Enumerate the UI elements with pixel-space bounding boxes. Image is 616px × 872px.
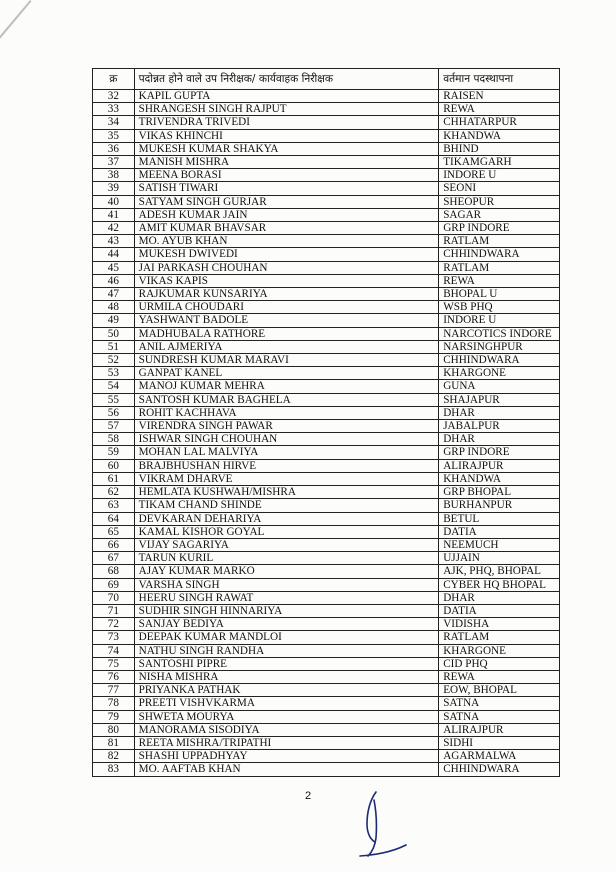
page-fold-mark bbox=[0, 0, 32, 74]
officer-name-cell: SUDHIR SINGH HINNARIYA bbox=[134, 604, 439, 617]
serial-number-cell: 33 bbox=[93, 103, 135, 116]
table-row bbox=[93, 433, 560, 446]
officer-name-cell: MUKESH DWIVEDI bbox=[134, 248, 439, 261]
officer-name-cell: SUNDRESH KUMAR MARAVI bbox=[134, 354, 439, 367]
serial-number-cell: 53 bbox=[93, 367, 135, 380]
header-serial-number: क्र bbox=[93, 69, 135, 90]
current-posting-cell: SHAJAPUR bbox=[439, 393, 560, 406]
current-posting-cell: RATLAM bbox=[439, 631, 560, 644]
table-row bbox=[93, 156, 560, 169]
officer-name-cell: PRIYANKA PATHAK bbox=[134, 684, 439, 697]
current-posting-cell: SATNA bbox=[439, 697, 560, 710]
serial-number-cell: 76 bbox=[93, 670, 135, 683]
officer-name-cell: GANPAT KANEL bbox=[134, 367, 439, 380]
current-posting-cell: RATLAM bbox=[439, 261, 560, 274]
serial-number-cell: 62 bbox=[93, 486, 135, 499]
current-posting-cell: CHHINDWARA bbox=[439, 763, 560, 776]
current-posting-cell: DATIA bbox=[439, 525, 560, 538]
officer-name-cell: SANTOSHI PIPRE bbox=[134, 657, 439, 670]
table-row bbox=[93, 670, 560, 683]
current-posting-cell: BHOPAL U bbox=[439, 288, 560, 301]
officer-name-cell: HEERU SINGH RAWAT bbox=[134, 591, 439, 604]
current-posting-cell: SHEOPUR bbox=[439, 195, 560, 208]
officer-name-cell: ANIL AJMERIYA bbox=[134, 340, 439, 353]
serial-number-cell: 54 bbox=[93, 380, 135, 393]
officer-name-cell: VARSHA SINGH bbox=[134, 578, 439, 591]
officer-name-cell: MUKESH KUMAR SHAKYA bbox=[134, 142, 439, 155]
serial-number-cell: 47 bbox=[93, 288, 135, 301]
table-row bbox=[93, 723, 560, 736]
table-row bbox=[93, 512, 560, 525]
officer-name-cell: VIRENDRA SINGH PAWAR bbox=[134, 420, 439, 433]
officer-name-cell: NISHA MISHRA bbox=[134, 670, 439, 683]
table-row bbox=[93, 710, 560, 723]
current-posting-cell: CHHATARPUR bbox=[439, 116, 560, 129]
serial-number-cell: 73 bbox=[93, 631, 135, 644]
table-row bbox=[93, 195, 560, 208]
officer-name-cell: YASHWANT BADOLE bbox=[134, 314, 439, 327]
serial-number-cell: 46 bbox=[93, 274, 135, 287]
table-row bbox=[93, 380, 560, 393]
table-row bbox=[93, 420, 560, 433]
officer-name-cell: VIKAS KAPIS bbox=[134, 274, 439, 287]
officer-name-cell: SHWETA MOURYA bbox=[134, 710, 439, 723]
table-body bbox=[93, 90, 560, 777]
officer-name-cell: MANOJ KUMAR MEHRA bbox=[134, 380, 439, 393]
serial-number-cell: 78 bbox=[93, 697, 135, 710]
current-posting-cell: DHAR bbox=[439, 591, 560, 604]
table-row bbox=[93, 367, 560, 380]
table-row bbox=[93, 736, 560, 749]
current-posting-cell: SIDHI bbox=[439, 736, 560, 749]
current-posting-cell: GUNA bbox=[439, 380, 560, 393]
table-row bbox=[93, 274, 560, 287]
officer-name-cell: KAPIL GUPTA bbox=[134, 90, 439, 103]
officer-name-cell: VIJAY SAGARIYA bbox=[134, 538, 439, 551]
officer-name-cell: URMILA CHOUDARI bbox=[134, 301, 439, 314]
current-posting-cell: KHANDWA bbox=[439, 472, 560, 485]
serial-number-cell: 48 bbox=[93, 301, 135, 314]
serial-number-cell: 32 bbox=[93, 90, 135, 103]
officer-name-cell: ROHIT KACHHAVA bbox=[134, 406, 439, 419]
officer-name-cell: HEMLATA KUSHWAH/MISHRA bbox=[134, 486, 439, 499]
serial-number-cell: 65 bbox=[93, 525, 135, 538]
table-row bbox=[93, 631, 560, 644]
serial-number-cell: 58 bbox=[93, 433, 135, 446]
serial-number-cell: 80 bbox=[93, 723, 135, 736]
current-posting-cell: GRP INDORE bbox=[439, 222, 560, 235]
officer-name-cell: DEEPAK KUMAR MANDLOI bbox=[134, 631, 439, 644]
officer-name-cell: TIKAM CHAND SHINDE bbox=[134, 499, 439, 512]
current-posting-cell: SATNA bbox=[439, 710, 560, 723]
serial-number-cell: 38 bbox=[93, 169, 135, 182]
serial-number-cell: 63 bbox=[93, 499, 135, 512]
table-row bbox=[93, 406, 560, 419]
current-posting-cell: BURHANPUR bbox=[439, 499, 560, 512]
serial-number-cell: 41 bbox=[93, 208, 135, 221]
current-posting-cell: BETUL bbox=[439, 512, 560, 525]
serial-number-cell: 71 bbox=[93, 604, 135, 617]
serial-number-cell: 74 bbox=[93, 644, 135, 657]
table-row bbox=[93, 618, 560, 631]
serial-number-cell: 60 bbox=[93, 459, 135, 472]
officer-name-cell: MO. AYUB KHAN bbox=[134, 235, 439, 248]
current-posting-cell: AGARMALWA bbox=[439, 750, 560, 763]
officer-name-cell: SATYAM SINGH GURJAR bbox=[134, 195, 439, 208]
current-posting-cell: SEONI bbox=[439, 182, 560, 195]
serial-number-cell: 68 bbox=[93, 565, 135, 578]
serial-number-cell: 66 bbox=[93, 538, 135, 551]
serial-number-cell: 82 bbox=[93, 750, 135, 763]
current-posting-cell: DHAR bbox=[439, 433, 560, 446]
current-posting-cell: SAGAR bbox=[439, 208, 560, 221]
current-posting-cell: NARCOTICS INDORE bbox=[439, 327, 560, 340]
table-row bbox=[93, 222, 560, 235]
officer-name-cell: MANORAMA SISODIYA bbox=[134, 723, 439, 736]
current-posting-cell: CYBER HQ BHOPAL bbox=[439, 578, 560, 591]
table-row bbox=[93, 565, 560, 578]
current-posting-cell: VIDISHA bbox=[439, 618, 560, 631]
table-row bbox=[93, 288, 560, 301]
page-number: 2 bbox=[304, 790, 312, 802]
officer-name-cell: PREETI VISHVKARMA bbox=[134, 697, 439, 710]
serial-number-cell: 79 bbox=[93, 710, 135, 723]
current-posting-cell: ALIRAJPUR bbox=[439, 723, 560, 736]
serial-number-cell: 67 bbox=[93, 552, 135, 565]
table-row bbox=[93, 657, 560, 670]
serial-number-cell: 37 bbox=[93, 156, 135, 169]
table-row bbox=[93, 486, 560, 499]
header-current-posting: वर्तमान पदस्थापना bbox=[439, 69, 560, 90]
current-posting-cell: BHIND bbox=[439, 142, 560, 155]
current-posting-cell: NEEMUCH bbox=[439, 538, 560, 551]
table-row bbox=[93, 314, 560, 327]
header-officer-name: पदोन्नत होने वाले उप निरीक्षक/ कार्यवाहक निरीक्षक bbox=[134, 69, 439, 90]
current-posting-cell: NARSINGHPUR bbox=[439, 340, 560, 353]
serial-number-cell: 52 bbox=[93, 354, 135, 367]
table-row bbox=[93, 208, 560, 221]
current-posting-cell: DHAR bbox=[439, 406, 560, 419]
serial-number-cell: 75 bbox=[93, 657, 135, 670]
table-row bbox=[93, 90, 560, 103]
officer-name-cell: NATHU SINGH RANDHA bbox=[134, 644, 439, 657]
table-row bbox=[93, 446, 560, 459]
table-row bbox=[93, 750, 560, 763]
serial-number-cell: 55 bbox=[93, 393, 135, 406]
serial-number-cell: 34 bbox=[93, 116, 135, 129]
current-posting-cell: RATLAM bbox=[439, 235, 560, 248]
officer-name-cell: MEENA BORASI bbox=[134, 169, 439, 182]
serial-number-cell: 35 bbox=[93, 129, 135, 142]
serial-number-cell: 69 bbox=[93, 578, 135, 591]
table-row bbox=[93, 129, 560, 142]
current-posting-cell: GRP BHOPAL bbox=[439, 486, 560, 499]
current-posting-cell: KHARGONE bbox=[439, 644, 560, 657]
current-posting-cell: INDORE U bbox=[439, 314, 560, 327]
current-posting-cell: EOW, BHOPAL bbox=[439, 684, 560, 697]
table-row bbox=[93, 499, 560, 512]
current-posting-cell: RAISEN bbox=[439, 90, 560, 103]
current-posting-cell: REWA bbox=[439, 670, 560, 683]
officer-name-cell: RAJKUMAR KUNSARIYA bbox=[134, 288, 439, 301]
serial-number-cell: 56 bbox=[93, 406, 135, 419]
table-row bbox=[93, 604, 560, 617]
table-row bbox=[93, 235, 560, 248]
table-row bbox=[93, 182, 560, 195]
promotion-roster-table bbox=[92, 68, 560, 777]
table-row bbox=[93, 393, 560, 406]
officer-name-cell: MANISH MISHRA bbox=[134, 156, 439, 169]
table-row bbox=[93, 538, 560, 551]
officer-name-cell: MO. AAFTAB KHAN bbox=[134, 763, 439, 776]
officer-name-cell: BRAJBHUSHAN HIRVE bbox=[134, 459, 439, 472]
officer-name-cell: SHRANGESH SINGH RAJPUT bbox=[134, 103, 439, 116]
serial-number-cell: 77 bbox=[93, 684, 135, 697]
serial-number-cell: 44 bbox=[93, 248, 135, 261]
officer-name-cell: VIKRAM DHARVE bbox=[134, 472, 439, 485]
table-row bbox=[93, 103, 560, 116]
officer-name-cell: MOHAN LAL MALVIYA bbox=[134, 446, 439, 459]
serial-number-cell: 50 bbox=[93, 327, 135, 340]
current-posting-cell: CHHINDWARA bbox=[439, 354, 560, 367]
table-row bbox=[93, 459, 560, 472]
serial-number-cell: 42 bbox=[93, 222, 135, 235]
serial-number-cell: 51 bbox=[93, 340, 135, 353]
officer-name-cell: REETA MISHRA/TRIPATHI bbox=[134, 736, 439, 749]
table-row bbox=[93, 591, 560, 604]
table-row bbox=[93, 248, 560, 261]
officer-name-cell: ADESH KUMAR JAIN bbox=[134, 208, 439, 221]
table-header-row bbox=[93, 69, 560, 90]
current-posting-cell: DATIA bbox=[439, 604, 560, 617]
officer-name-cell: JAI PARKASH CHOUHAN bbox=[134, 261, 439, 274]
officer-name-cell: VIKAS KHINCHI bbox=[134, 129, 439, 142]
table-row bbox=[93, 644, 560, 657]
table-row bbox=[93, 697, 560, 710]
current-posting-cell: CHHINDWARA bbox=[439, 248, 560, 261]
serial-number-cell: 83 bbox=[93, 763, 135, 776]
serial-number-cell: 64 bbox=[93, 512, 135, 525]
current-posting-cell: INDORE U bbox=[439, 169, 560, 182]
serial-number-cell: 57 bbox=[93, 420, 135, 433]
officer-name-cell: TRIVENDRA TRIVEDI bbox=[134, 116, 439, 129]
table-row bbox=[93, 327, 560, 340]
current-posting-cell: UJJAIN bbox=[439, 552, 560, 565]
officer-name-cell: SANTOSH KUMAR BAGHELA bbox=[134, 393, 439, 406]
table-row bbox=[93, 116, 560, 129]
current-posting-cell: KHANDWA bbox=[439, 129, 560, 142]
officer-name-cell: AJAY KUMAR MARKO bbox=[134, 565, 439, 578]
current-posting-cell: KHARGONE bbox=[439, 367, 560, 380]
officer-name-cell: SANJAY BEDIYA bbox=[134, 618, 439, 631]
serial-number-cell: 49 bbox=[93, 314, 135, 327]
table-row bbox=[93, 578, 560, 591]
serial-number-cell: 36 bbox=[93, 142, 135, 155]
current-posting-cell: AJK, PHQ, BHOPAL bbox=[439, 565, 560, 578]
officer-name-cell: AMIT KUMAR BHAVSAR bbox=[134, 222, 439, 235]
table-row bbox=[93, 472, 560, 485]
serial-number-cell: 61 bbox=[93, 472, 135, 485]
table-row bbox=[93, 684, 560, 697]
officer-name-cell: KAMAL KISHOR GOYAL bbox=[134, 525, 439, 538]
table-row bbox=[93, 763, 560, 776]
current-posting-cell: CID PHQ bbox=[439, 657, 560, 670]
table-row bbox=[93, 261, 560, 274]
officer-name-cell: DEVKARAN DEHARIYA bbox=[134, 512, 439, 525]
current-posting-cell: ALIRAJPUR bbox=[439, 459, 560, 472]
signature-mark bbox=[340, 782, 420, 862]
serial-number-cell: 72 bbox=[93, 618, 135, 631]
table-row bbox=[93, 525, 560, 538]
serial-number-cell: 39 bbox=[93, 182, 135, 195]
table-row bbox=[93, 142, 560, 155]
officer-name-cell: SATISH TIWARI bbox=[134, 182, 439, 195]
table-row bbox=[93, 340, 560, 353]
officer-name-cell: MADHUBALA RATHORE bbox=[134, 327, 439, 340]
table-row bbox=[93, 169, 560, 182]
officer-name-cell: SHASHI UPPADHYAY bbox=[134, 750, 439, 763]
table-row bbox=[93, 301, 560, 314]
table-row bbox=[93, 354, 560, 367]
serial-number-cell: 59 bbox=[93, 446, 135, 459]
table-row bbox=[93, 552, 560, 565]
serial-number-cell: 40 bbox=[93, 195, 135, 208]
serial-number-cell: 81 bbox=[93, 736, 135, 749]
serial-number-cell: 45 bbox=[93, 261, 135, 274]
current-posting-cell: REWA bbox=[439, 103, 560, 116]
current-posting-cell: TIKAMGARH bbox=[439, 156, 560, 169]
serial-number-cell: 43 bbox=[93, 235, 135, 248]
serial-number-cell: 70 bbox=[93, 591, 135, 604]
current-posting-cell: REWA bbox=[439, 274, 560, 287]
officer-name-cell: TARUN KURIL bbox=[134, 552, 439, 565]
current-posting-cell: WSB PHQ bbox=[439, 301, 560, 314]
current-posting-cell: GRP INDORE bbox=[439, 446, 560, 459]
officer-name-cell: ISHWAR SINGH CHOUHAN bbox=[134, 433, 439, 446]
current-posting-cell: JABALPUR bbox=[439, 420, 560, 433]
